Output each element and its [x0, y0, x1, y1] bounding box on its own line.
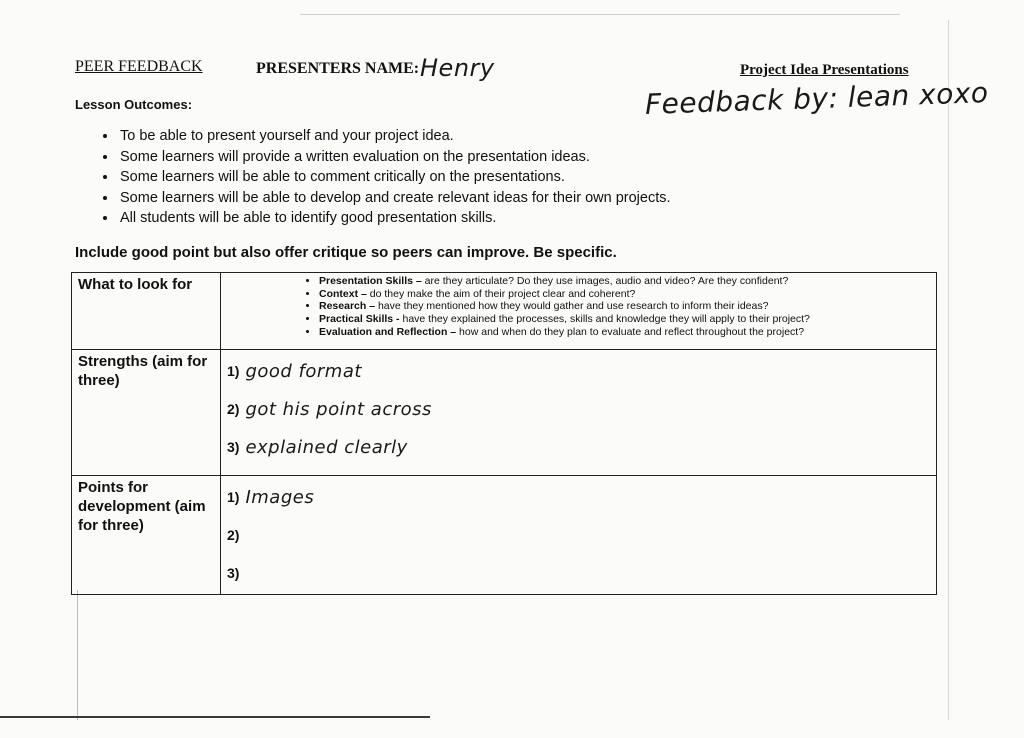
criteria-list: [227, 275, 930, 339]
lesson-outcomes-list: [96, 126, 671, 229]
criteria-item: [319, 313, 930, 326]
development-label: Points for development (aim for three): [72, 476, 221, 595]
project-title: Project Idea Presentations: [740, 62, 909, 78]
item-number: 3): [227, 439, 240, 455]
criteria-item: [319, 326, 930, 339]
handwritten-answer: good format: [245, 360, 362, 382]
presenters-name-label: PRESENTERS NAME:: [256, 60, 420, 77]
strengths-row: [72, 350, 937, 476]
peer-feedback-title: PEER FEEDBACK: [75, 58, 203, 75]
criteria-title: Presentation Skills: [319, 275, 413, 287]
handwritten-answer: Images: [245, 486, 315, 508]
criteria-text: are they articulate? Do they use images, audio and video? Are they confident?: [424, 275, 789, 287]
presenter-name-handwritten: Henry: [420, 54, 495, 82]
item-number: 1): [227, 489, 240, 505]
criteria-title: Evaluation and Reflection: [319, 325, 448, 338]
criteria-item: [319, 288, 930, 301]
development-item: [227, 554, 930, 592]
outcome-item: • To be able to present yourself and your project idea.: [118, 126, 671, 147]
outcome-item: • Some learners will provide a written evaluation on the presentation ideas.: [118, 147, 671, 168]
criteria-title: Context: [319, 287, 359, 300]
strength-item: [227, 428, 930, 466]
criteria-cell: [221, 273, 937, 350]
item-number: 3): [227, 565, 240, 581]
instruction-text: Include good point but also offer critique so peers can improve. Be specific.: [75, 244, 617, 261]
strengths-label: Strengths (aim for three): [72, 350, 221, 476]
what-to-look-for-row: [72, 273, 937, 350]
criteria-separator: –: [412, 275, 425, 287]
outcome-item: • Some learners will be able to develop and create relevant ideas for their own projects.: [118, 188, 671, 209]
criteria-title: Practical Skills: [319, 313, 394, 326]
item-number: 2): [227, 401, 240, 417]
item-number: 2): [227, 527, 240, 543]
criteria-item: [319, 300, 930, 313]
feedback-by-handwritten: Feedback by: lean xoxo: [644, 76, 990, 121]
lesson-outcomes-label: Lesson Outcomes:: [75, 97, 193, 112]
outcome-item: • Some learners will be able to comment critically on the presentations.: [118, 167, 671, 188]
criteria-text: have they explained the processes, skills and knowledge they will apply to their project?: [402, 313, 810, 326]
feedback-table: [71, 272, 937, 595]
development-item: [227, 478, 930, 516]
what-label-text: What to look for: [78, 276, 193, 293]
scan-edge-top: [300, 14, 900, 15]
handwritten-answer: explained clearly: [245, 436, 408, 458]
criteria-separator: –: [358, 287, 370, 300]
criteria-title: Research: [319, 300, 367, 313]
strengths-cell: [221, 350, 937, 476]
scan-edge-bottom: [0, 716, 430, 718]
criteria-text: how and when do they plan to evaluate and reflect throughout the project?: [459, 325, 805, 338]
outcome-item: • All students will be able to identify good presentation skills.: [118, 208, 671, 229]
criteria-separator: –: [366, 300, 378, 313]
strength-item: [227, 352, 930, 390]
criteria-text: do they make the aim of their project clear and coherent?: [369, 287, 636, 300]
development-item: [227, 516, 930, 554]
criteria-separator: -: [393, 313, 403, 326]
criteria-item: [319, 275, 930, 288]
scan-edge-left: [77, 590, 78, 720]
criteria-separator: –: [447, 325, 460, 338]
item-number: 1): [227, 363, 240, 379]
development-cell: [221, 476, 937, 595]
strength-item: [227, 390, 930, 428]
development-row: [72, 476, 937, 595]
handwritten-answer: got his point across: [245, 398, 432, 420]
criteria-text: have they mentioned how they would gather and use research to inform their ideas?: [377, 300, 769, 313]
scan-edge-right: [948, 20, 949, 720]
what-to-look-for-label: [72, 273, 221, 350]
